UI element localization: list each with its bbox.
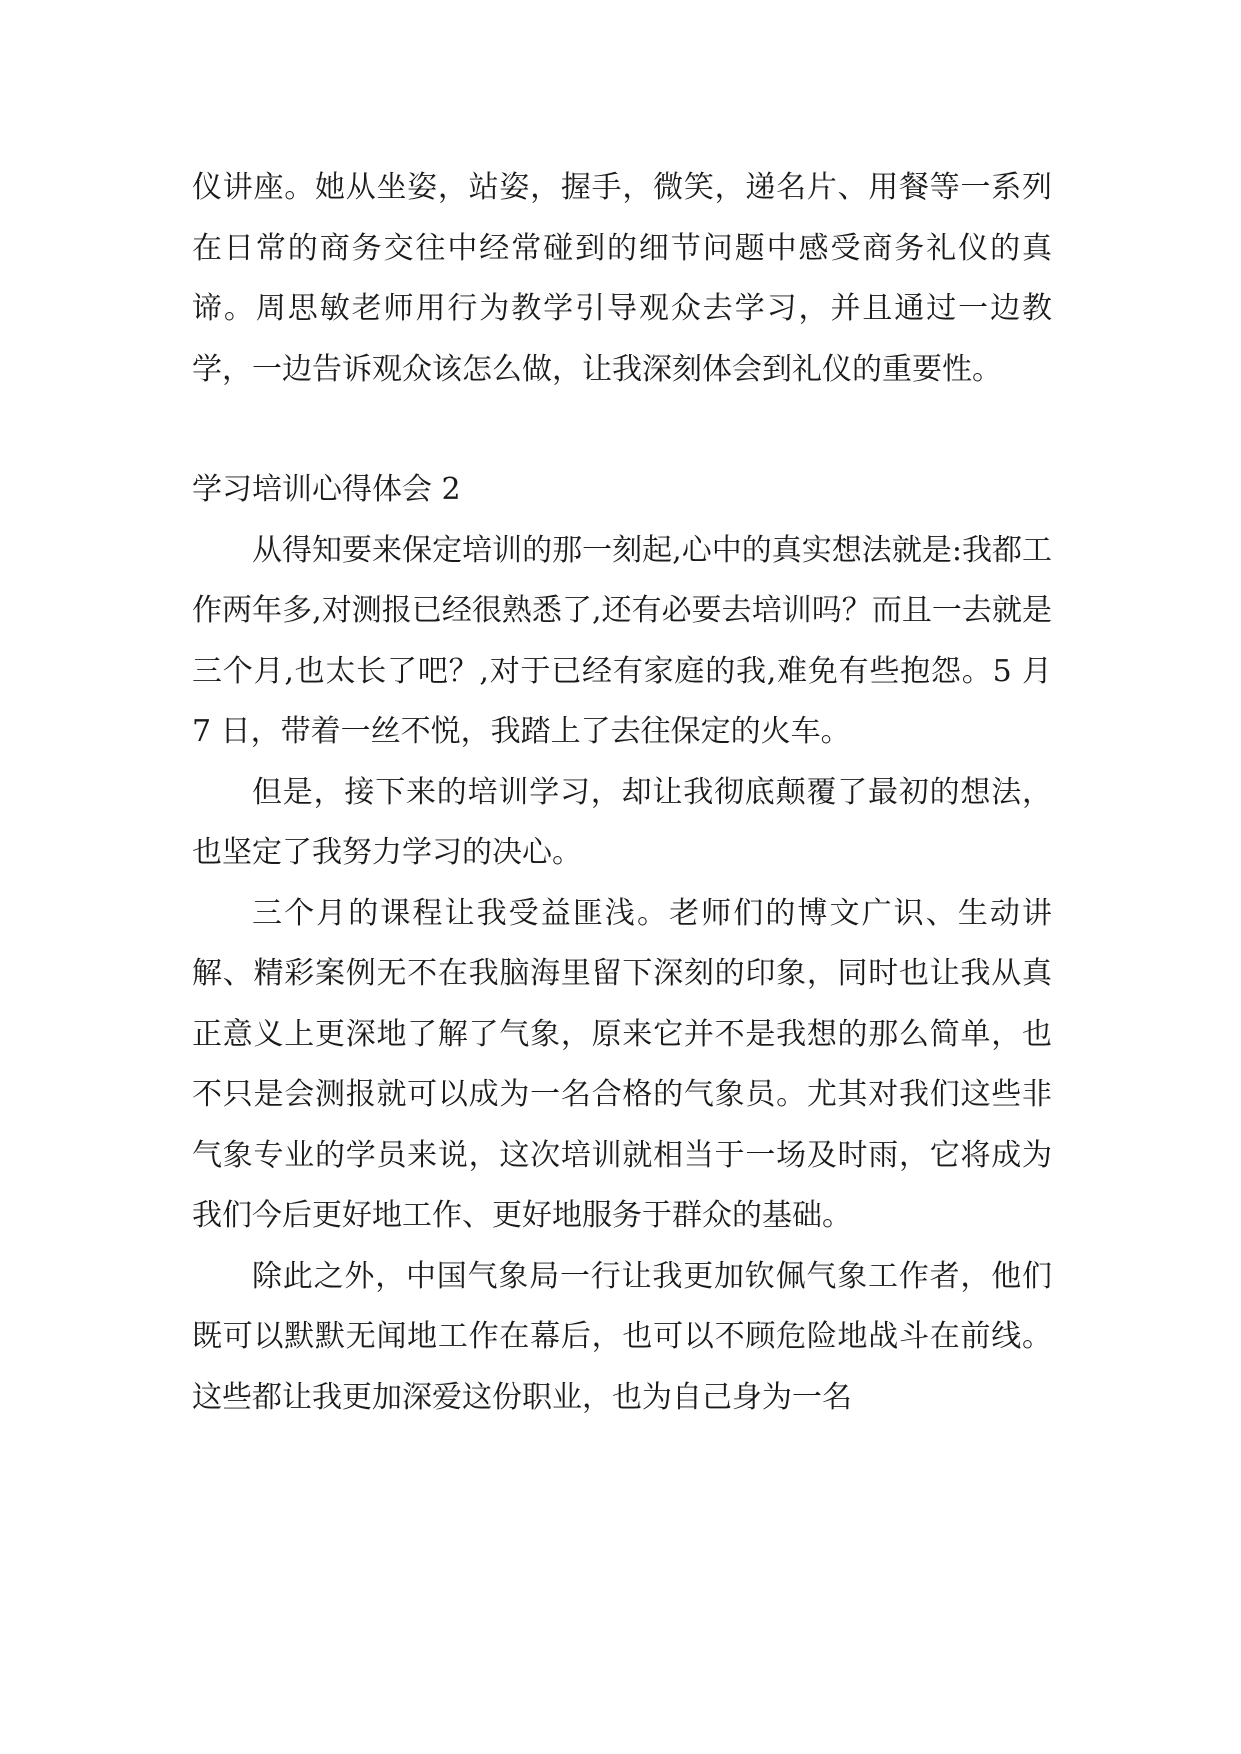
section-title: 学习培训心得体会 2 <box>192 472 461 507</box>
body-paragraph-1: 从得知要来保定培训的那一刻起,心中的真实想法就是:我都工作两年多,对测报已经很熟悉了,还有必要去培训吗？而且一去就是三个月,也太长了吧？,对于已经有家庭的我,难免有些抱怨。5 月 7 日，带着一丝不悦，我踏上了去往保定的火车。 <box>192 532 1052 749</box>
body-paragraph-2: 但是，接下来的培训学习，却让我彻底颠覆了最初的想法，也坚定了我努力学习的决心。 <box>192 774 1052 870</box>
document-page <box>192 158 1052 1428</box>
section-spacer <box>192 400 1052 460</box>
body-paragraph-4: 除此之外，中国气象局一行让我更加钦佩气象工作者，他们既可以默默无闻地工作在幕后，也可以不顾危险地战斗在前线。这些都让我更加深爱这份职业，也为自己身为一名 <box>192 1258 1052 1415</box>
body-paragraph-3: 三个月的课程让我受益匪浅。老师们的博文广识、生动讲解、精彩案例无不在我脑海里留下深刻的印象，同时也让我从真正意义上更深地了解了气象，原来它并不是我想的那么简单，也不只是会测报就可以成为一名合格的气象员。尤其对我们这些非气象专业的学员来说，这次培训就相当于一场及时雨，它将成为我们今后更好地工作、更好地服务于群众的基础。 <box>192 895 1052 1233</box>
continuation-paragraph: 仪讲座。她从坐姿，站姿，握手，微笑，递名片、用餐等一系列在日常的商务交往中经常碰到的细节问题中感受商务礼仪的真谛。周思敏老师用行为教学引导观众去学习，并且通过一边教学，一边告诉观众该怎么做，让我深刻体会到礼仪的重要性。 <box>192 170 1052 387</box>
